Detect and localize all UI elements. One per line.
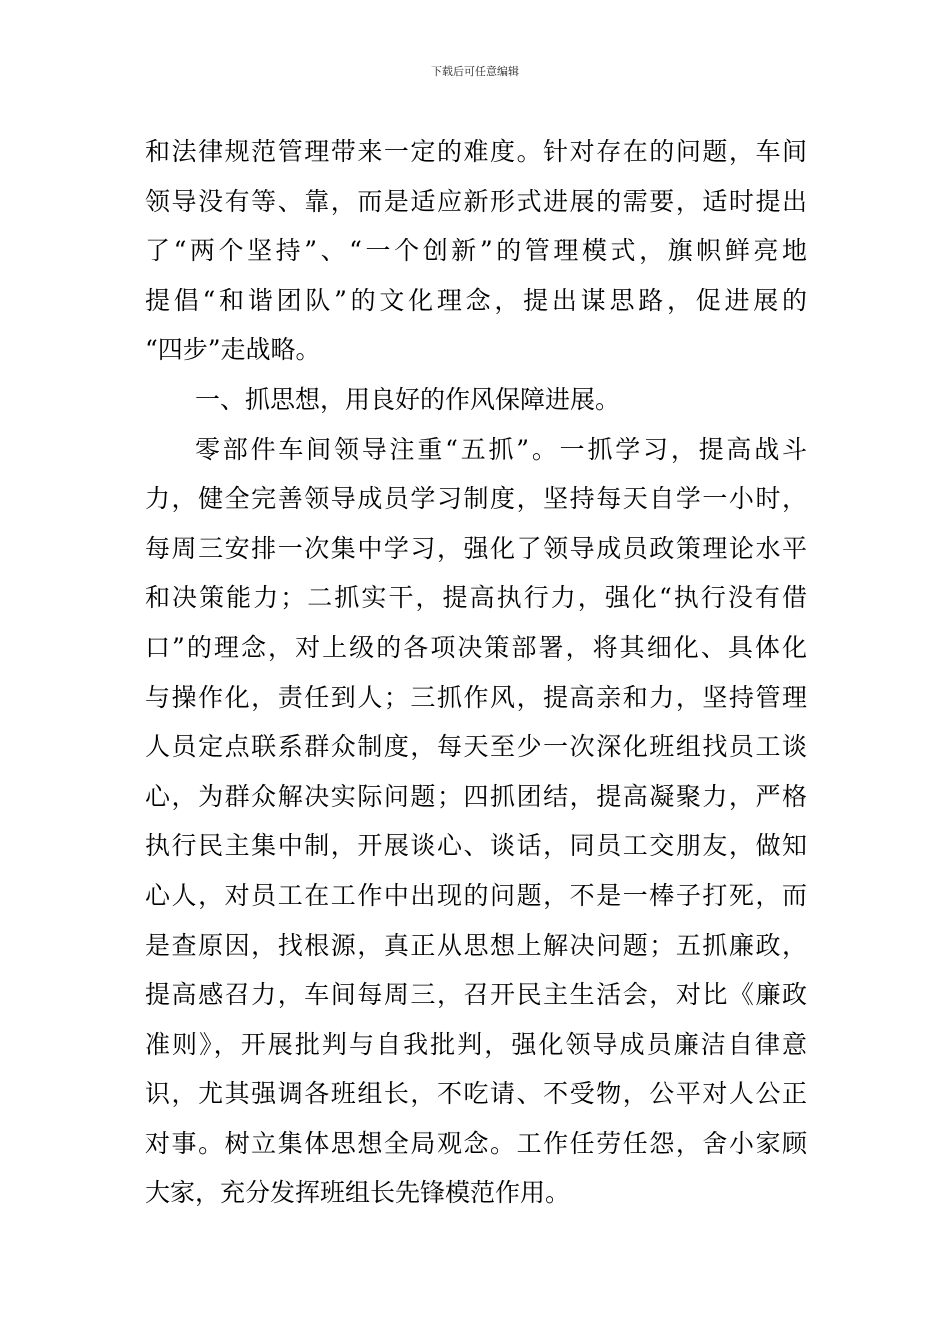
text-line: 一、抓思想，用良好的作风保障进展。 bbox=[195, 384, 621, 414]
text-line: 心人，对员工在工作中出现的问题，不是一棒子打死，而 bbox=[145, 880, 809, 910]
text-line: 和决策能力；二抓实干，提高执行力，强化“执行没有借 bbox=[145, 583, 810, 613]
text-line: 与操作化，责任到人；三抓作风，提高亲和力，坚持管理 bbox=[145, 682, 809, 712]
text-line: 提倡“和谐团队”的文化理念，提出谋思路，促进展的 bbox=[145, 285, 811, 315]
body-text bbox=[145, 127, 811, 1218]
text-line: 了“两个坚持”、“一个创新”的管理模式，旗帜鲜亮地 bbox=[145, 236, 811, 266]
text-line: 大家，充分发挥班组长先锋模范作用。 bbox=[145, 1178, 571, 1208]
text-line: 零部件车间领导注重“五抓”。一抓学习，提高战斗 bbox=[195, 434, 810, 464]
text-line: 心，为群众解决实际问题；四抓团结，提高凝聚力，严格 bbox=[145, 781, 809, 811]
text-line: 领导没有等、靠，而是适应新形式进展的需要，适时提出 bbox=[145, 186, 809, 216]
text-line: 识，尤其强调各班组长，不吃请、不受物，公平对人公正 bbox=[145, 1079, 809, 1109]
text-line: 执行民主集中制，开展谈心、谈话，同员工交朋友，做知 bbox=[145, 831, 809, 861]
text-line: 对事。树立集体思想全局观念。工作任劳任怨，舍小家顾 bbox=[145, 1128, 809, 1158]
text-line: 每周三安排一次集中学习，强化了领导成员政策理论水平 bbox=[145, 533, 809, 563]
text-line: “四步”走战略。 bbox=[145, 335, 321, 365]
text-line: 力，健全完善领导成员学习制度，坚持每天自学一小时， bbox=[145, 484, 809, 514]
page-header: 下载后可任意编辑 bbox=[431, 65, 519, 78]
text-line: 口”的理念，对上级的各项决策部署，将其细化、具体化 bbox=[145, 632, 810, 662]
text-line: 是查原因，找根源，真正从思想上解决问题；五抓廉政， bbox=[145, 930, 809, 960]
text-line: 和法律规范管理带来一定的难度。针对存在的问题，车间 bbox=[145, 137, 809, 166]
text-line: 准则》，开展批判与自我批判，强化领导成员廉洁自律意 bbox=[145, 1029, 810, 1059]
text-line: 人员定点联系群众制度，每天至少一次深化班组找员工谈 bbox=[145, 732, 809, 762]
text-line: 提高感召力，车间每周三，召开民主生活会，对比《廉政 bbox=[145, 980, 809, 1010]
